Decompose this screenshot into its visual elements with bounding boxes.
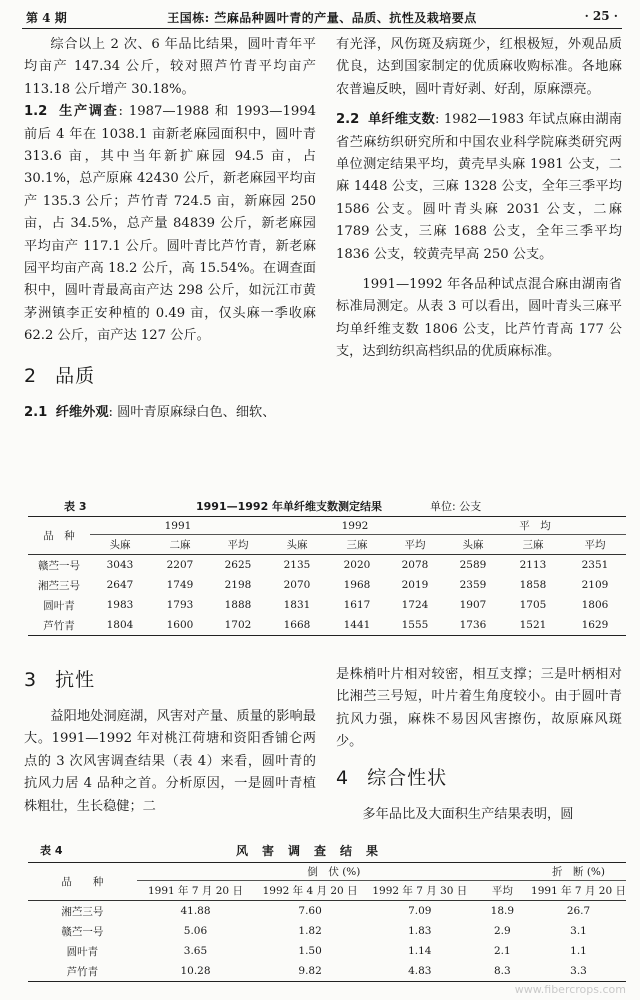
table4-variety-cell: 芦竹青 (66, 965, 99, 978)
table3-subheader: 三麻 (328, 535, 386, 555)
left-column-upper (24, 34, 316, 424)
table4-value-cell: 5.06 (183, 925, 208, 937)
table3-subheader: 头麻 (90, 535, 150, 555)
heading-title-resistance: 抗性 (55, 669, 96, 691)
left-column-lower (24, 664, 316, 818)
table3-value-cell: 1736 (459, 619, 487, 631)
table3-value-cell: 1521 (519, 619, 547, 631)
table4-subheader: 1992 年 4 月 20 日 (254, 881, 366, 901)
issue-number: 第 4 期 (26, 11, 67, 25)
table3-value-cell: 3043 (106, 559, 134, 571)
table4-subheader: 1992 年 7 月 30 日 (366, 881, 474, 901)
table4-label: 表 4 (40, 844, 63, 857)
table4-variety-cell: 湘苎三号 (61, 905, 104, 918)
table4-row (28, 941, 626, 961)
table3-value-cell: 1888 (224, 599, 252, 611)
table3-row (28, 595, 626, 615)
table3-variety-cell: 湘苎三号 (38, 579, 80, 592)
table3-value-cell: 2589 (459, 559, 487, 571)
right-column-lower (336, 664, 622, 826)
table4-value-cell: 18.9 (490, 905, 515, 917)
table4-row (28, 921, 626, 941)
table4-group-break: 折 断 (%) (531, 863, 626, 881)
table4-value-cell: 1.82 (298, 925, 322, 937)
table3-value-cell: 1702 (224, 619, 252, 631)
section-heading-overall-traits (336, 764, 622, 792)
table4-value-cell: 1.14 (408, 945, 432, 957)
table4-value-cell: 7.60 (298, 905, 322, 917)
table3-subheader: 平均 (386, 535, 444, 555)
table3-fiber-count (28, 516, 626, 636)
table4-wind-damage (28, 862, 626, 982)
table4-row (28, 961, 626, 982)
table3-value-cell: 1983 (106, 599, 134, 611)
paragraph-1991-1992-test: 1991—1992 年各品种试点混合麻由湖南省标准局测定。从表 3 可以看出，圆叶青头三麻平均单纤维支数 1806 公支，比芦竹青高 177 公支，达到纺织高档织品的优质麻标准。 (336, 277, 622, 360)
table3-value-cell: 1858 (519, 579, 547, 591)
table3-value-cell: 1793 (166, 599, 194, 611)
table3-value-cell: 2113 (519, 559, 547, 571)
table3-variety-cell: 芦竹青 (43, 619, 75, 632)
table3-value-cell: 2207 (166, 559, 194, 571)
table3-value-cell: 1705 (519, 599, 547, 611)
table3-subheader: 二麻 (150, 535, 210, 555)
section-heading-resistance (24, 666, 316, 694)
table4-value-cell: 1.50 (298, 945, 322, 957)
paragraph-wind-damage-cont: 是株梢叶片相对较密，相互支撑；三是叶柄相对比湘苎三号短，叶片着生角度较小。由于圆叶青抗风力强，麻株不易因风害擦伤，故原麻风斑少。 (336, 667, 622, 750)
section-title-fiber-appearance: 纤维外观 (55, 404, 109, 420)
paragraph-fiber-count (336, 109, 622, 266)
table3-value-cell: 1907 (459, 599, 487, 611)
table4-value-cell: 3.1 (570, 925, 587, 937)
table3-variety-header: 品 种 (28, 517, 90, 555)
section-text-fiber-appearance: : 圆叶青原麻绿白色、细软、 (108, 404, 276, 420)
table4-subheader: 1991 年 7 月 20 日 (531, 881, 626, 901)
section-number-1-2: 1.2 (24, 104, 48, 120)
heading-title-overall-traits: 综合性状 (367, 766, 448, 789)
table3-value-cell: 1749 (166, 579, 194, 591)
paragraph-summary: 综合以上 2 次、6 年品比结果，圆叶青年平均亩产 147.34 公斤，较对照芦竹青平均亩产 113.18 公斤增产 30.18%。 (24, 37, 316, 97)
table3-value-cell: 2109 (581, 579, 609, 591)
heading-number-4: 4 (336, 766, 350, 789)
table4-variety-header: 品 种 (28, 863, 137, 901)
table3-label: 表 3 (64, 500, 87, 513)
table4-variety-cell: 赣苎一号 (61, 925, 104, 938)
table3-row (28, 555, 626, 576)
paragraph-fiber-appearance (24, 402, 316, 424)
paragraph-appearance-cont: 有光泽，风伤斑及病斑少，红根极短，外观品质优良，达到国家制定的优质麻收购标准。各地麻农普遍反映，圆叶青好剥、好刮，原麻漂亮。 (336, 37, 622, 97)
table3-variety-cell: 圆叶青 (43, 599, 75, 612)
table3-value-cell: 2647 (106, 579, 134, 591)
table3-group-1992: 1992 (266, 517, 444, 535)
table4-value-cell: 3.65 (183, 945, 208, 957)
table3-title: 1991—1992 年单纤维支数测定结果 (196, 500, 383, 513)
table3-value-cell: 2625 (224, 559, 252, 571)
table3-subheader: 平均 (210, 535, 266, 555)
table4-title: 风 害 调 查 结 果 (236, 844, 380, 858)
table3-subheader: 平均 (564, 535, 626, 555)
paragraph-production-survey (24, 101, 316, 347)
paragraph-overall-traits: 多年品比及大面积生产结果表明，圆 (362, 806, 574, 822)
section-number-2-2: 2.2 (336, 112, 360, 128)
table3-value-cell: 2019 (401, 579, 429, 591)
page-number: · 25 · (584, 9, 618, 23)
table3-value-cell: 1600 (166, 619, 194, 631)
table3-value-cell: 2351 (581, 559, 609, 571)
heading-number-2: 2 (24, 364, 38, 387)
section-text-fiber-count: : 1982—1983 年试点麻由湖南省苎麻纺织研究所和中国农业科学院麻类研究两单位测定结果平均，黄壳早头麻 1981 公支，二麻 1448 公支，三麻 1328 公支，全年三季平均 1586 公支。圆叶青头麻 2031 公支，二麻 1789 公支，三麻 1688 公支，全年三季平均 1836 公支，较黄壳早高 250 公支。 (336, 112, 622, 262)
table3-value-cell: 1668 (283, 619, 311, 631)
running-title: 王国栋: 苎麻品种圆叶青的产量、品质、抗性及栽培要点 (167, 11, 477, 25)
table3-value-cell: 1617 (343, 599, 371, 611)
table4-subheader: 1991 年 7 月 20 日 (137, 881, 255, 901)
table3-subheader: 头麻 (444, 535, 502, 555)
right-column-upper (336, 34, 622, 364)
section-text-production-survey: : 1987—1988 和 1993—1994 前后 4 年在 1038.1 亩新老麻园面积中，圆叶青 313.6 亩，其中当年新扩麻园 94.5 亩，占 30.1%，总产原麻 42430 公斤，新老麻园平均亩产 135.3 公斤；芦竹青 724.5 亩，新麻园 250 亩，占 34.5%，总产量 84839 公斤，新老麻园平均亩产 117.1 公斤。圆叶青比芦竹青，新老麻园平均亩产高 18.2 公斤，高 15.54%。在调查面积中，圆叶青最高亩产达 298 公斤，如沅江市黄茅洲镇李正安种植的 0.49 亩，仅头麻一季收麻 62.2 公斤，亩产达 127 公斤。 (24, 104, 317, 344)
table4-value-cell: 2.9 (494, 925, 511, 937)
paragraph-wind-damage: 益阳地处洞庭湖，风害对产量、质量的影响最大。1991—1992 年对桃江荷塘和资阳香铺仑两点的 3 次风害调查结果（表 4）来看，圆叶青的抗风力居 4 品种之首。分析原因，一是圆叶青植株粗壮，生长稳健；二 (24, 709, 316, 814)
section-number-2-1: 2.1 (24, 404, 48, 420)
table3-value-cell: 1804 (106, 619, 134, 631)
table3-variety-cell: 赣苎一号 (38, 559, 80, 572)
table3-value-cell: 1629 (581, 619, 609, 631)
table4-value-cell: 1.1 (570, 945, 587, 957)
table3-row (28, 575, 626, 595)
table3-subheader: 三麻 (502, 535, 564, 555)
table4-value-cell: 26.7 (566, 905, 591, 917)
page-header (22, 6, 622, 29)
heading-title-quality: 品质 (55, 364, 96, 387)
table3-row (28, 615, 626, 636)
table4-value-cell: 3.3 (570, 965, 587, 977)
table3-value-cell: 1968 (343, 579, 371, 591)
table3-group-1991: 1991 (90, 517, 266, 535)
table4-subheader: 平均 (474, 881, 531, 901)
table4-value-cell: 10.28 (180, 965, 211, 977)
site-watermark: www.fibercrops.com (514, 983, 626, 996)
table3-value-cell: 2070 (283, 579, 311, 591)
table4-group-lodging: 倒 伏 (%) (137, 863, 531, 881)
table3-value-cell: 2078 (401, 559, 429, 571)
section-title-production-survey: 生产调查 (59, 104, 119, 120)
table4-value-cell: 7.09 (408, 905, 432, 917)
table4-row (28, 901, 626, 922)
table3-subheader: 头麻 (266, 535, 328, 555)
heading-number-3: 3 (24, 669, 38, 691)
table3-value-cell: 1724 (401, 599, 429, 611)
table3-value-cell: 2135 (283, 559, 311, 571)
table3-value-cell: 1555 (401, 619, 429, 631)
table3-value-cell: 2020 (343, 559, 371, 571)
table3-unit: 单位: 公支 (430, 500, 482, 513)
table4-value-cell: 1.83 (408, 925, 432, 937)
table3-subheader-row (28, 535, 626, 555)
table4-value-cell: 4.83 (408, 965, 432, 977)
section-heading-quality (24, 362, 316, 390)
table3-group-average: 平 均 (444, 517, 626, 535)
table3-value-cell: 1806 (581, 599, 609, 611)
table3-value-cell: 1831 (283, 599, 311, 611)
table3-value-cell: 2198 (224, 579, 252, 591)
table4-value-cell: 8.3 (494, 965, 511, 977)
table3-value-cell: 2359 (459, 579, 487, 591)
table4-value-cell: 41.88 (180, 905, 211, 917)
table4-value-cell: 2.1 (494, 945, 511, 957)
table4-variety-cell: 圆叶青 (66, 945, 99, 958)
table4-value-cell: 9.82 (298, 965, 322, 977)
section-title-fiber-count: 单纤维支数 (368, 112, 436, 128)
table3-value-cell: 1441 (343, 619, 371, 631)
